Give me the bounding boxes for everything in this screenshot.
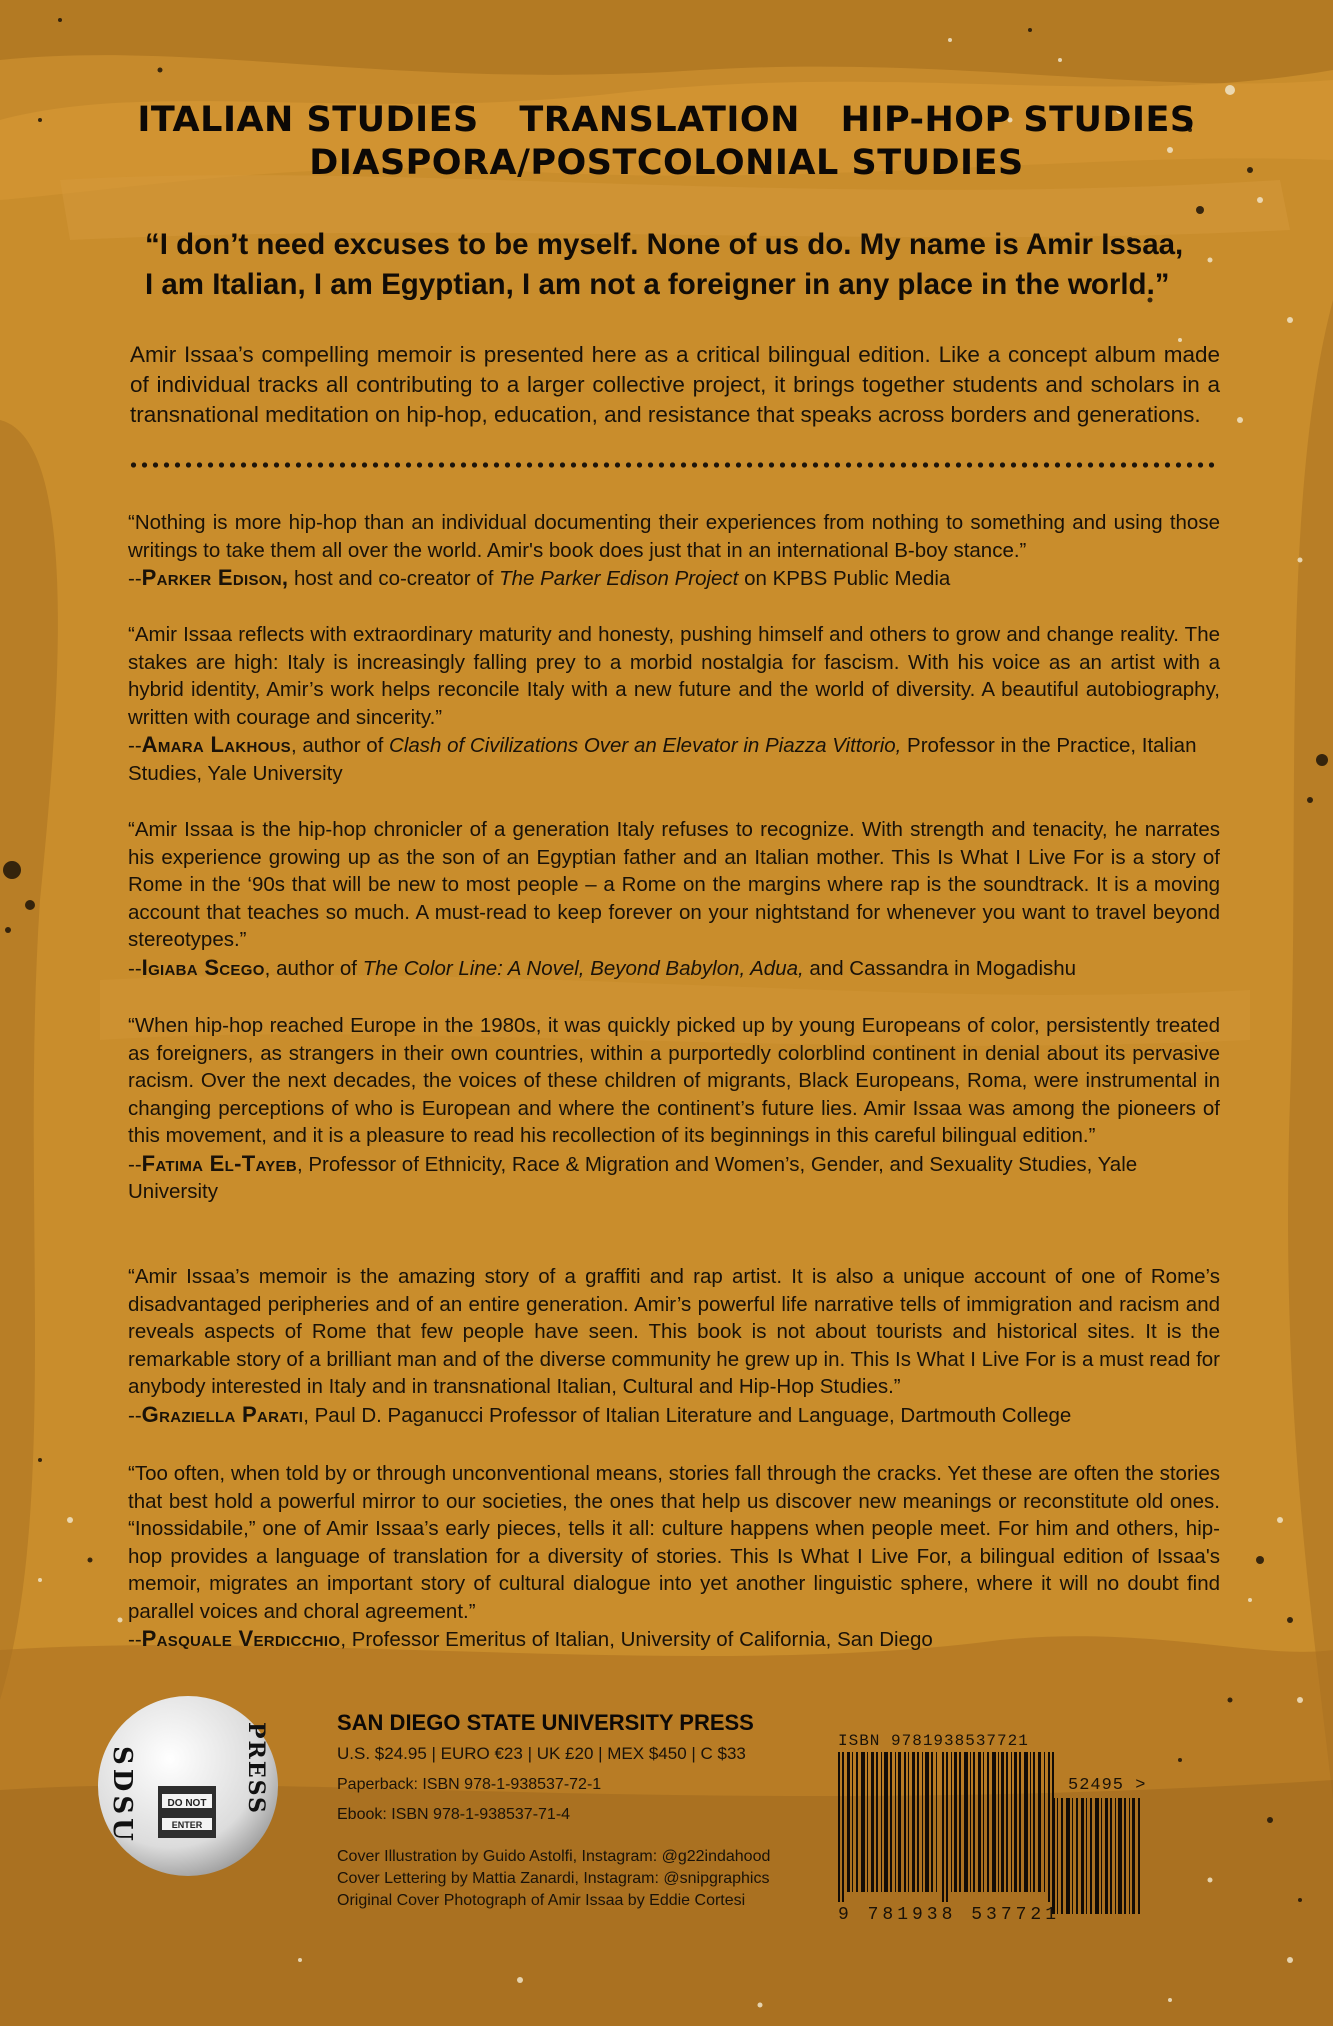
ean-barcode — [838, 1752, 1058, 1902]
attr-pre: host and co-creator of — [288, 567, 500, 590]
paperback-isbn: Paperback: ISBN 978-1-938537-72-1 — [337, 1776, 602, 1793]
attr-post: and Cassandra in Mogadishu — [803, 956, 1077, 980]
credit-illustration: Cover Illustration by Guido Astolfi, Instagram: @g22indahood — [337, 1848, 771, 1865]
blurb-attribution — [128, 1401, 1220, 1430]
attr-prefix: -- — [128, 956, 142, 980]
pull-quote — [145, 225, 1225, 305]
work-title: Clash of Civilizations Over an Elevator in Piazza Vittorio, — [389, 734, 902, 757]
attr-prefix: -- — [128, 1628, 142, 1651]
ean-digits: 9 781938 537721 — [838, 1905, 1061, 1925]
blurb-quote: “Amir Issaa’s memoir is the amazing story of a graffiti and rap artist. It is also a unique account of one of Rome’s disadvantaged peripheries and of an entire generation. Amir’s powerful life narrative tells of immigration and racism and reveals aspects of Rome that few people have seen. This book is not about tourists and historical sites. It is the remarkable story of a brilliant man and of the diverse community he grew up in. This Is What I Live For is a must read for anybody interested in Italy and in transnational Italian, Cultural and Hip-Hop Studies.” — [128, 1265, 1220, 1398]
credit-lettering: Cover Lettering by Mattia Zanardi, Instagram: @snipgraphics — [337, 1870, 770, 1887]
attr-pre: , Professor of Ethnicity, Race & Migration and Women’s, Gender, and Sexuality Studies, Yale University — [128, 1152, 1138, 1203]
blurb-graziella-parati — [128, 1263, 1220, 1429]
category-diaspora: DIASPORA/POSTCOLONIAL STUDIES — [309, 143, 1024, 183]
logo-sign-top: DO NOT — [167, 1798, 207, 1809]
attr-prefix: -- — [128, 567, 142, 590]
blurb-attribution — [128, 954, 1220, 983]
category-hip-hop-studies: HIP-HOP STUDIES — [840, 100, 1196, 140]
author-name: Igiaba Scego — [141, 954, 265, 980]
sdsu-press-logo — [96, 1694, 280, 1878]
blurb-quote: “Too often, when told by or through unconventional means, stories fall through the cracks. Yet these are often the stories that best hold a powerful mirror to our societies, the ones that help us discover new meanings or reconstitute old ones. “Inossidabile,” one of Amir Issaa’s early pieces, tells it all: culture happens when people meet. For him and others, hip-hop provides a language of translation for a diversity of stories. This Is What I Live For, a bilingual edition of Issaa's memoir, migrates an important story of cultural dialogue into yet another linguistic sphere, where it will no doubt find parallel voices and choral agreement.” — [128, 1462, 1220, 1623]
price-code: 52495 > — [1068, 1776, 1147, 1795]
price-barcode — [1052, 1798, 1144, 1914]
work-title: The Parker Edison Project — [499, 567, 739, 590]
price-list: U.S. $24.95 | EURO €23 | UK £20 | MEX $450 | C $33 — [337, 1744, 746, 1763]
blurb-igiaba-scego — [128, 816, 1220, 982]
category-line-2 — [0, 143, 1333, 183]
blurb-attribution — [128, 1150, 1220, 1206]
credit-photograph: Original Cover Photograph of Amir Issaa by Eddie Cortesi — [337, 1892, 746, 1909]
blurb-quote: “Amir Issaa is the hip-hop chronicler of a generation Italy refuses to recognize. With strength and tenacity, he narrates his experience growing up as the son of an Egyptian father and an Italian mother. This Is What I Live For is a story of Rome in the ‘90s that will be new to most people – a Rome on the margins where rap is the soundtrack. It is a moving account that teaches so much. A must-read to keep forever on your nightstand for whenever you want to travel beyond stereotypes.” — [128, 818, 1220, 951]
category-italian-studies: ITALIAN STUDIES — [137, 100, 479, 140]
logo-text-press: PRESS — [243, 1722, 269, 1815]
blurb-quote: “Nothing is more hip-hop than an individual documenting their experiences from nothing to something and using those writings to take them all over the world. Amir's book does just that in an international B-boy stance.” — [128, 511, 1220, 562]
blurb-attribution — [128, 564, 1220, 593]
ebook-isbn: Ebook: ISBN 978-1-938537-71-4 — [337, 1806, 571, 1823]
author-name: Fatima El-Tayeb — [141, 1150, 297, 1176]
blurb-attribution — [128, 731, 1220, 787]
blurb-parker-edison — [128, 509, 1220, 593]
attr-pre: , author of — [264, 956, 363, 980]
blurb-amara-lakhous — [128, 621, 1220, 787]
author-name: Pasquale Verdicchio — [141, 1626, 341, 1651]
author-name: Graziella Parati — [141, 1401, 304, 1427]
work-title: The Color Line: A Novel, Beyond Babylon, Adua, — [362, 956, 804, 980]
blurb-attribution — [128, 1625, 1220, 1654]
attr-pre: , author of — [291, 734, 390, 757]
attr-prefix: -- — [128, 1152, 142, 1176]
logo-sign-bottom: ENTER — [171, 1820, 203, 1830]
category-translation: TRANSLATION — [519, 100, 800, 140]
logo-text-sdsu: SDSU — [107, 1746, 137, 1845]
blurb-quote: “Amir Issaa reflects with extraordinary maturity and honesty, pushing himself and others to grow and change reality. The stakes are high: Italy is increasingly falling prey to a morbid nostalgia for fascism. With his voice as an artist with a hybrid identity, Amir’s work helps reconcile Italy with a new future and the world of diversity. A beautiful autobiography, written with courage and sincerity.” — [128, 623, 1220, 729]
publisher-name: SAN DIEGO STATE UNIVERSITY PRESS — [337, 1710, 754, 1735]
dotted-divider — [128, 461, 1218, 469]
attr-pre: , Paul D. Paganucci Professor of Italian Literature and Language, Dartmouth College — [303, 1403, 1072, 1427]
blurb-pasquale-verdicchio — [128, 1460, 1220, 1654]
blurb-fatima-el-tayeb — [128, 1012, 1220, 1206]
category-line-1 — [0, 100, 1333, 140]
intro-paragraph: Amir Issaa’s compelling memoir is presented here as a critical bilingual edition. Like a concept album made of individual tracks all contributing to a larger collective project, it brings together students and scholars in a transnational meditation on hip-hop, education, and resistance that speaks across borders and generations. — [130, 342, 1220, 427]
attr-prefix: -- — [128, 1403, 142, 1427]
attr-prefix: -- — [128, 734, 142, 757]
blurb-quote: “When hip-hop reached Europe in the 1980s, it was quickly picked up by young Europeans of color, persistently treated as foreigners, as strangers in their own countries, within a purportedly colorblind continent in denial about its pervasive racism. Over the next decades, the voices of these children of migrants, Black Europeans, Roma, were instrumental in changing perceptions of who is European and where the continent’s future lies. Amir Issaa was among the pioneers of this movement, and it is a pleasure to read his recollection of its beginnings in this careful bilingual edition.” — [128, 1014, 1220, 1147]
isbn-label: ISBN 9781938537721 — [838, 1732, 1029, 1750]
attr-post: Professor in the Practice, Italian Studies, Yale University — [128, 734, 1197, 785]
author-name: Parker Edison, — [141, 565, 289, 590]
pull-quote-line-2: I am Italian, I am Egyptian, I am not a foreigner in any place in the world.” — [145, 268, 1170, 301]
pull-quote-line-1: “I don’t need excuses to be myself. None of us do. My name is Amir Issaa, — [145, 228, 1184, 261]
author-name: Amara Lakhous — [141, 732, 291, 757]
attr-post: on KPBS Public Media — [738, 567, 951, 590]
attr-pre: , Professor Emeritus of Italian, University of California, San Diego — [340, 1628, 933, 1651]
